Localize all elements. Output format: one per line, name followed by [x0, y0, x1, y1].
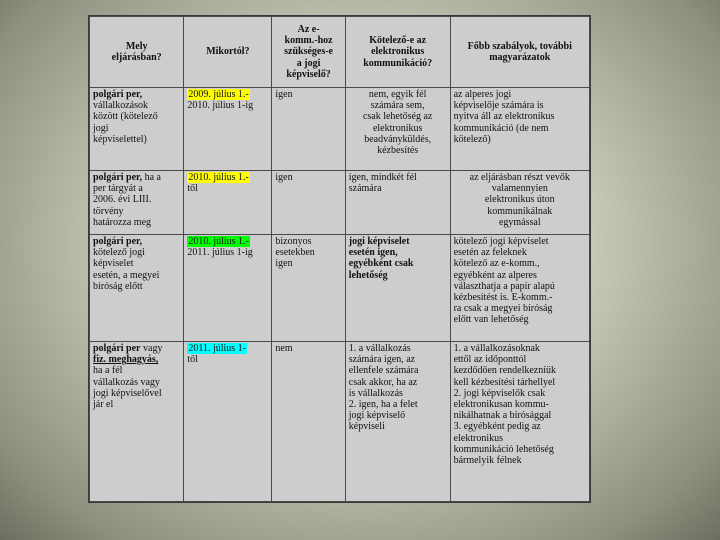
- table-row: [90, 88, 590, 171]
- procedure-cell: [90, 235, 184, 342]
- date-highlight: 2009. július 1.-: [188, 89, 249, 100]
- document-table-page: [88, 15, 591, 503]
- header-mandatory: Kötelező-e az elektronikus kommunikáció?: [345, 17, 450, 88]
- header-legal-rep: Az e- komm.-hoz szükséges-e a jogi képviselő?: [272, 17, 345, 88]
- header-rules: Főbb szabályok, további magyarázatok: [450, 17, 589, 88]
- date-text: 2010. július 1-ig: [187, 100, 254, 112]
- table-row: [90, 235, 590, 342]
- procedure-text: vállalkozások között (kötelező jogi képviselettel): [93, 100, 158, 145]
- procedure-label-secondary: fiz. meghagyás,: [93, 354, 159, 366]
- procedure-text: ha a per tárgyát a 2006. évi LIII. törvény határozza meg: [93, 172, 161, 228]
- procedure-cell: [90, 88, 184, 171]
- date-text: től: [187, 183, 198, 195]
- rules-cell: kötelező jogi képviselet esetén az feleknek kötelező az e-komm., egyébként az alperes választhatja a papír alapú kézbesítést is. E-komm.- ra csak a megyei bíróság előtt van lehetőség: [450, 235, 589, 342]
- legal-rep-cell: igen: [272, 88, 345, 171]
- procedure-label: polgári per,: [93, 236, 143, 247]
- date-cell: [184, 88, 272, 171]
- date-highlight: 2011. július 1-: [188, 343, 247, 354]
- rules-cell: az eljárásban részt vevők valamennyien elektronikus úton kommunikálnak egymással: [450, 171, 589, 235]
- date-cell: [184, 171, 272, 235]
- date-cell: [184, 235, 272, 342]
- rules-cell: az alperes jogi képviselője számára is nyitva áll az elektronikus kommunikáció (de nem kötelező): [450, 88, 589, 171]
- date-text: től: [187, 354, 198, 366]
- procedures-table: [89, 16, 590, 502]
- procedure-label: polgári per: [93, 343, 141, 354]
- procedure-text-mid: vagy: [140, 343, 163, 354]
- legal-rep-cell: bizonyos esetekben igen: [272, 235, 345, 342]
- procedure-label: polgári per,: [93, 172, 143, 183]
- date-cell: [184, 342, 272, 502]
- header-from-when: Mikortól?: [184, 17, 272, 88]
- rules-cell: 1. a vállalkozásoknak ettől az időponttól kezdődően rendelkezniük kell kézbesítési tárhellyel 2. jogi képviselők csak elektronikusan kommu- nikálhatnak a bírósággal 3. egyébként pedig az elektronikus kommunikáció lehetőség bármelyik félnek: [450, 342, 589, 502]
- date-highlight: 2010. július 1.-: [188, 236, 249, 247]
- procedure-cell: [90, 342, 184, 502]
- procedure-cell: [90, 171, 184, 235]
- mandatory-cell: igen, mindkét fél számára: [345, 171, 450, 235]
- header-procedure: Mely eljárásban?: [90, 17, 184, 88]
- table-row: [90, 342, 590, 502]
- procedure-label: polgári per,: [93, 89, 143, 100]
- date-text: 2011. július 1-ig: [187, 247, 253, 259]
- legal-rep-cell: nem: [272, 342, 345, 502]
- legal-rep-cell: igen: [272, 171, 345, 235]
- table-header-row: [90, 17, 590, 88]
- table-row: [90, 171, 590, 235]
- mandatory-cell: nem, egyik fél számára sem, csak lehetőség az elektronikus beadványküldés, kézbesítés: [345, 88, 450, 171]
- procedure-text: ha a fél vállalkozás vagy jogi képviselővel jár el: [93, 365, 162, 411]
- procedure-text: kötelező jogi képviselet esetén, a megyei bíróság előtt: [93, 247, 160, 292]
- mandatory-cell: 1. a vállalkozás számára igen, az ellenfele számára csak akkor, ha az is vállalkozás 2. igen, ha a felet jogi képviselő képviseli: [345, 342, 450, 502]
- mandatory-cell: jogi képviselet esetén igen, egyébként csak lehetőség: [345, 235, 450, 342]
- date-highlight: 2010. július 1.-: [188, 172, 249, 183]
